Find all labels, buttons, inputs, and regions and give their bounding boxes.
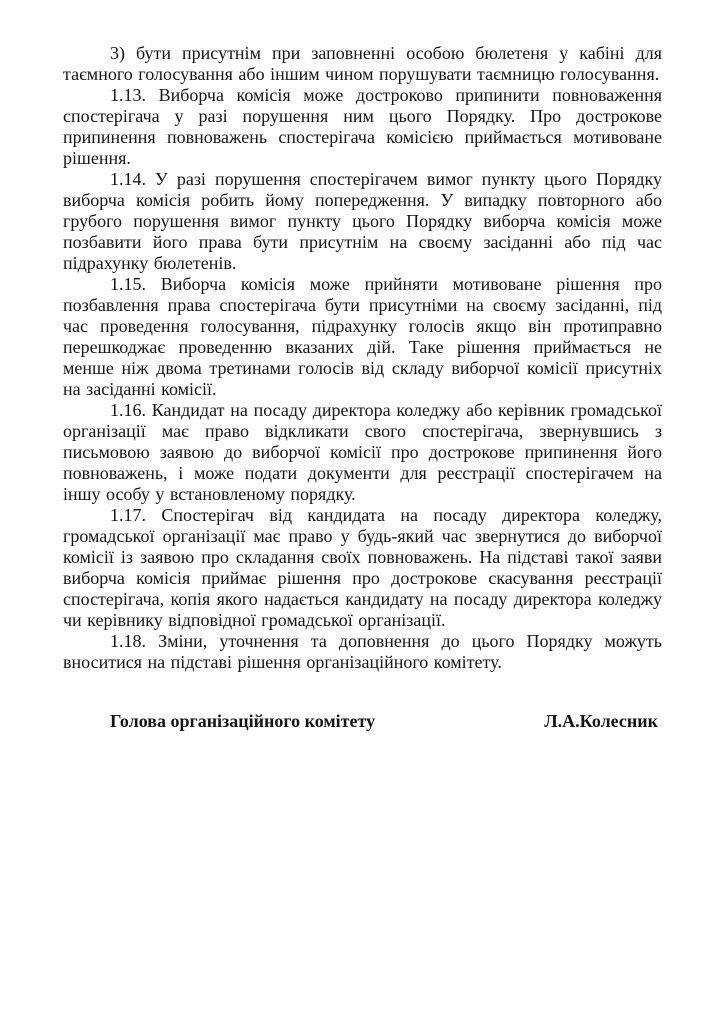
paragraph-clause-1-18: 1.18. Зміни, уточнення та доповнення до цього Порядку можуть вноситися на підставі рішення організаційного комітету. bbox=[63, 631, 662, 672]
paragraph-clause-1-17: 1.17. Спостерігач від кандидата на посаду директора коледжу, громадської організації має право у будь-який час звернутися до виборчої комісії із заявою про складання своїх повноважень. На підставі такої заяви виборча комісія приймає рішення про дострокове скасування реєстрації спостерігача, копія якого надається кандидату на посаду директора коледжу чи керівнику відповідної громадської організації. bbox=[63, 505, 662, 630]
paragraph-clause-1-15: 1.15. Виборча комісія може прийняти мотивоване рішення про позбавлення права спостерігача бути присутніми на своєму засіданні, під час проведення голосування, підрахунку голосів якщо він протиправно перешкоджає проведенню вказаних дій. Таке рішення приймається не менше ніж двома третинами голосів від складу виборчої комісії присутніх на засіданні комісії. bbox=[63, 274, 662, 399]
paragraph-item-3: 3) бути присутнім при заповненні особою бюлетеня у кабіні для таємного голосування або іншим чином порушувати таємницю голосування. bbox=[63, 43, 662, 84]
signature-name: Л.А.Колесник bbox=[544, 711, 658, 731]
signature-title: Голова організаційного комітету bbox=[110, 711, 376, 731]
paragraph-clause-1-14: 1.14. У разі порушення спостерігачем вимог пункту цього Порядку виборча комісія робить йому попередження. У випадку повторного або грубого порушення вимог пункту цього Порядку виборча комісія може позбавити його права бути присутнім на своєму засіданні або під час підрахунку бюлетенів. bbox=[63, 169, 662, 273]
paragraph-clause-1-16: 1.16. Кандидат на посаду директора коледжу або керівник громадської організації має право відкликати свого спостерігача, звернувшись з письмовою заявою до виборчої комісії про дострокове припинення його повноважень, і може подати документи для реєстрації спостерігачем на іншу особу у встановленому порядку. bbox=[63, 400, 662, 504]
paragraph-clause-1-13: 1.13. Виборча комісія може достроково припинити повноваження спостерігача у разі порушення ним цього Порядку. Про дострокове припинення повноважень спостерігача комісією приймається мотивоване рішення. bbox=[63, 85, 662, 168]
signature-block bbox=[63, 711, 662, 732]
